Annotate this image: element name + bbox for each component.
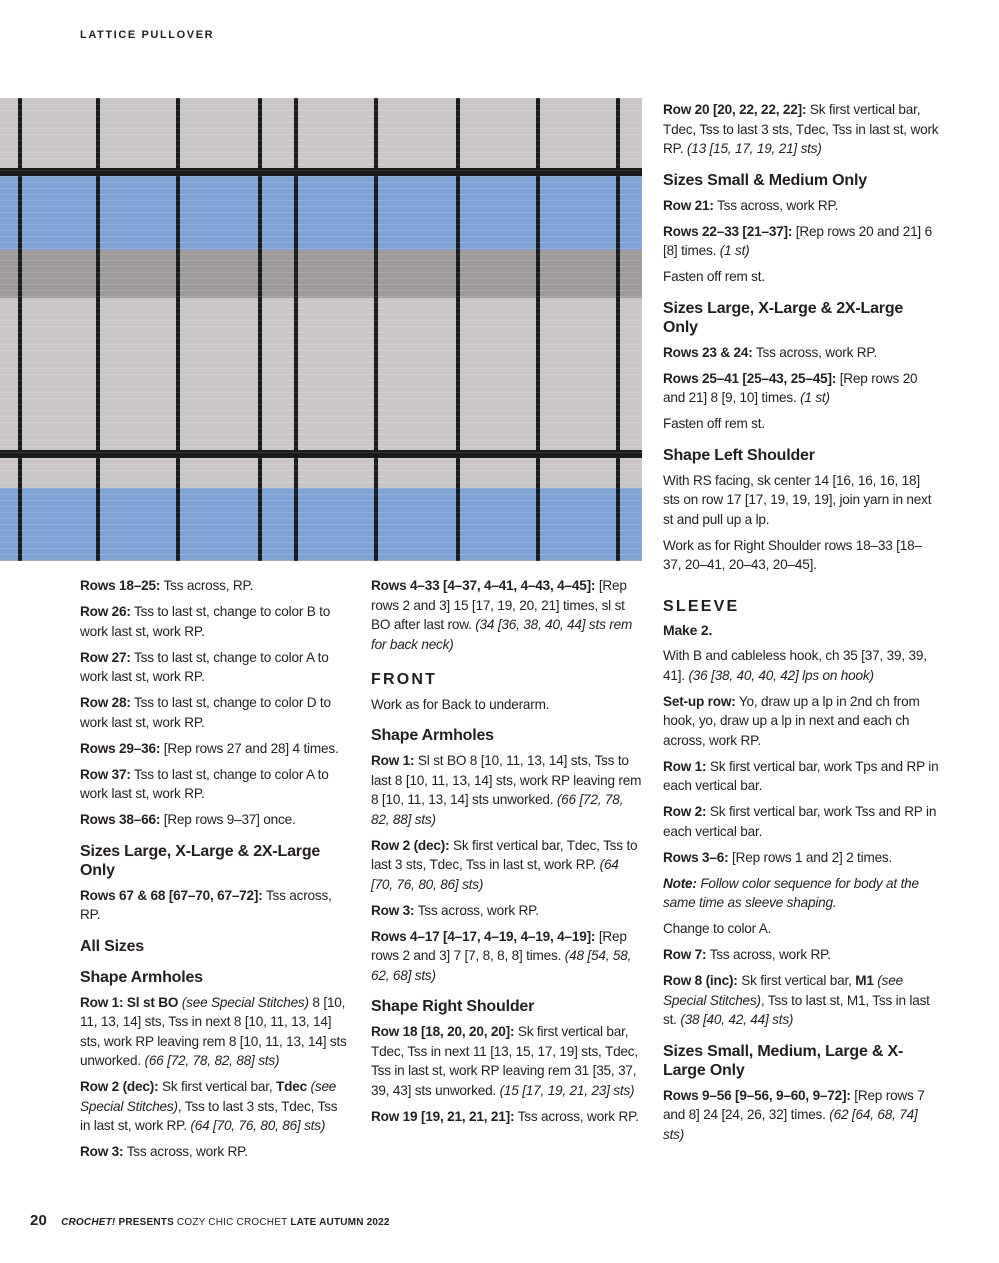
paragraph: With B and cableless hook, ch 35 [37, 39, 39, 41]. (36 [38, 40, 40, 42] lps on hook) bbox=[663, 648, 927, 683]
swatch-texture bbox=[0, 290, 642, 291]
swatch-texture bbox=[0, 260, 642, 261]
paragraph: Row 20 [20, 22, 22, 22]: Sk first vertical bar, Tdec, Tss to last 3 sts, Tdec, Tss in last st, work RP. (13 [15, 17, 19, 21] sts) bbox=[663, 102, 939, 156]
paragraph: Note: Follow color sequence for body at the same time as sleeve shaping. bbox=[663, 875, 919, 910]
swatch-texture bbox=[0, 392, 642, 393]
series-name: COZY CHIC CROCHET bbox=[173, 1217, 288, 1228]
swatch-texture bbox=[0, 500, 642, 501]
swatch-texture bbox=[0, 482, 642, 483]
section-heading: Sizes Large, X-Large & 2X-Large Only bbox=[80, 842, 321, 879]
swatch-texture bbox=[0, 398, 642, 399]
swatch-texture bbox=[0, 344, 642, 345]
paragraph: Row 21: Tss across, work RP. bbox=[663, 197, 839, 213]
paragraph: Row 2 (dec): Sk first vertical bar, Tdec (see Special Stitches), Tss to last 3 sts, Tdec, Tss in last st, work RP. (64 [70, 76, 80, 86] sts) bbox=[80, 1079, 338, 1133]
swatch-texture bbox=[0, 314, 642, 315]
swatch-vertical-line bbox=[616, 98, 620, 561]
paragraph: Row 8 (inc): Sk first vertical bar, M1 (see Special Stitches), Tss to last st, M1, Tss in last st. (38 [40, 42, 44] sts) bbox=[663, 973, 930, 1027]
swatch-texture bbox=[0, 230, 642, 231]
swatch-texture bbox=[0, 134, 642, 135]
swatch-texture bbox=[0, 236, 642, 237]
presents-label: PRESENTS bbox=[115, 1217, 174, 1228]
swatch-vertical-line bbox=[96, 98, 100, 561]
swatch-texture bbox=[0, 470, 642, 471]
swatch-texture bbox=[0, 104, 642, 105]
paragraph: Rows 9–56 [9–56, 9–60, 9–72]: [Rep rows 7 and 8] 24 [24, 26, 32] times. (62 [64, 68, 74] sts) bbox=[663, 1087, 925, 1142]
swatch-vertical-line bbox=[18, 98, 22, 561]
paragraph: Row 3: Tss across, work RP. bbox=[371, 902, 539, 918]
swatch-texture bbox=[0, 518, 642, 519]
paragraph: Rows 29–36: [Rep rows 27 and 28] 4 times. bbox=[80, 740, 339, 756]
swatch-texture bbox=[0, 416, 642, 417]
swatch-texture bbox=[0, 440, 642, 441]
swatch-texture bbox=[0, 332, 642, 333]
swatch-texture bbox=[0, 380, 642, 381]
text-column-3 bbox=[663, 100, 939, 1151]
swatch-texture bbox=[0, 560, 642, 561]
swatch-texture bbox=[0, 530, 642, 531]
section-heading: Shape Right Shoulder bbox=[371, 998, 535, 1015]
swatch-texture bbox=[0, 194, 642, 195]
swatch-texture bbox=[0, 98, 642, 99]
swatch-texture bbox=[0, 434, 642, 435]
swatch-vertical-line bbox=[536, 98, 540, 561]
paragraph: Row 28: Tss to last st, change to color D to work last st, work RP. bbox=[80, 695, 331, 730]
section-heading: All Sizes bbox=[80, 937, 145, 955]
swatch-texture bbox=[0, 536, 642, 537]
paragraph: Row 37: Tss to last st, change to color A to work last st, work RP. bbox=[80, 766, 329, 801]
section-title-front: FRONT bbox=[371, 671, 438, 688]
section-heading: Sizes Large, X-Large & 2X-Large Only bbox=[663, 299, 904, 336]
swatch-texture bbox=[0, 110, 642, 111]
section-heading: Shape Armholes bbox=[80, 968, 203, 986]
swatch-texture bbox=[0, 488, 642, 489]
swatch-texture bbox=[0, 338, 642, 339]
page-number: 20 bbox=[30, 1212, 48, 1229]
swatch-texture bbox=[0, 494, 642, 495]
swatch-texture bbox=[0, 140, 642, 141]
paragraph: Row 7: Tss across, work RP. bbox=[663, 947, 831, 962]
swatch-texture bbox=[0, 458, 642, 459]
swatch-texture bbox=[0, 548, 642, 549]
swatch-texture bbox=[0, 428, 642, 429]
swatch-texture bbox=[0, 170, 642, 171]
section-heading: Shape Armholes bbox=[371, 727, 494, 744]
paragraph: Fasten off rem st. bbox=[663, 269, 765, 284]
make-two-heading: Make 2. bbox=[663, 622, 713, 638]
swatch-texture bbox=[0, 302, 642, 303]
swatch-vertical-line bbox=[374, 98, 378, 561]
swatch-texture bbox=[0, 128, 642, 129]
swatch-texture bbox=[0, 224, 642, 225]
swatch-texture bbox=[0, 386, 642, 387]
paragraph: Work as for Right Shoulder rows 18–33 [18–37, 20–41, 20–43, 20–45]. bbox=[663, 537, 922, 572]
swatch-texture bbox=[0, 152, 642, 153]
swatch-vertical-line bbox=[294, 98, 298, 561]
paragraph: Row 2: Sk first vertical bar, work Tss and RP in each vertical bar. bbox=[663, 804, 937, 839]
swatch-texture bbox=[0, 542, 642, 543]
swatch-texture bbox=[0, 296, 642, 297]
paragraph: Row 19 [19, 21, 21, 21]: Tss across, work RP. bbox=[371, 1108, 639, 1124]
swatch-texture bbox=[0, 554, 642, 555]
swatch-texture bbox=[0, 356, 642, 357]
paragraph: Rows 18–25: Tss across, RP. bbox=[80, 578, 254, 593]
swatch-texture bbox=[0, 182, 642, 183]
swatch-texture bbox=[0, 164, 642, 165]
section-heading: Sizes Small, Medium, Large & X-Large Only bbox=[663, 1042, 904, 1079]
paragraph: Rows 67 & 68 [67–70, 67–72]: Tss across, RP. bbox=[80, 887, 332, 922]
swatch-texture bbox=[0, 410, 642, 411]
swatch-texture bbox=[0, 146, 642, 147]
paragraph: Row 2 (dec): Sk first vertical bar, Tdec, Tss to last 3 sts, Tdec, Tss in last st, work RP. (64 [70, 76, 80, 86] sts) bbox=[371, 837, 638, 892]
paragraph: Row 1: Sl st BO (see Special Stitches) 8 [10, 11, 13, 14] sts, Tss in next 8 [10, 11, 13, 14] sts, work RP leaving rem 8 [10, 11, 13, 14] sts unworked. (66 [72, 78, 82, 88] sts) bbox=[80, 994, 347, 1068]
page-footer bbox=[30, 1212, 390, 1229]
swatch-texture bbox=[0, 212, 642, 213]
swatch-texture bbox=[0, 176, 642, 177]
swatch-texture bbox=[0, 506, 642, 507]
paragraph: Row 18 [18, 20, 20, 20]: Sk first vertical bar, Tdec, Tss in next 11 [13, 15, 17, 19] sts, Tdec, Tss in last st, work RP leaving rem 31 [35, 37, 39, 43] sts unworked. (15 [17, 19, 21, 23] sts) bbox=[371, 1024, 638, 1098]
swatch-texture bbox=[0, 404, 642, 405]
swatch-vertical-line bbox=[258, 98, 262, 561]
section-heading: Sizes Small & Medium Only bbox=[663, 171, 867, 189]
swatch-texture bbox=[0, 200, 642, 201]
paragraph: With RS facing, sk center 14 [16, 16, 16, 18] sts on row 17 [17, 19, 19, 19], join yarn in next st and pull up a lp. bbox=[663, 472, 932, 527]
swatch-texture bbox=[0, 188, 642, 189]
text-column-2 bbox=[371, 576, 643, 1133]
paragraph: Rows 4–17 [4–17, 4–19, 4–19, 4–19]: [Rep rows 2 and 3] 7 [7, 8, 8, 8] times. (48 [54, 58, 62, 68] sts) bbox=[371, 928, 632, 983]
swatch-vertical-line bbox=[456, 98, 460, 561]
paragraph: Row 26: Tss to last st, change to color B to work last st, work RP. bbox=[80, 604, 331, 639]
magazine-name: CROCHET! bbox=[61, 1217, 116, 1228]
paragraph: Row 3: Tss across, work RP. bbox=[80, 1144, 248, 1159]
paragraph: Rows 3–6: [Rep rows 1 and 2] 2 times. bbox=[663, 849, 893, 865]
swatch-texture bbox=[0, 116, 642, 117]
swatch-texture bbox=[0, 368, 642, 369]
issue-label: LATE AUTUMN 2022 bbox=[287, 1217, 390, 1228]
paragraph: Rows 4–33 [4–37, 4–41, 4–43, 4–45]: [Rep rows 2 and 3] 15 [17, 19, 20, 21] times, sl st BO after last row. (34 [36, 38, 40, 44] sts rem for back neck) bbox=[371, 578, 633, 652]
swatch-texture bbox=[0, 476, 642, 477]
paragraph: Rows 38–66: [Rep rows 9–37] once. bbox=[80, 812, 296, 827]
swatch-texture bbox=[0, 422, 642, 423]
text-column-1 bbox=[80, 576, 350, 1168]
swatch-texture bbox=[0, 362, 642, 363]
swatch-texture bbox=[0, 326, 642, 327]
swatch-texture bbox=[0, 254, 642, 255]
swatch-texture bbox=[0, 284, 642, 285]
swatch-texture bbox=[0, 272, 642, 273]
swatch-texture bbox=[0, 350, 642, 351]
swatch-texture bbox=[0, 278, 642, 279]
swatch-texture bbox=[0, 242, 642, 243]
swatch-texture bbox=[0, 266, 642, 267]
swatch-vertical-line bbox=[176, 98, 180, 561]
paragraph: Row 1: Sk first vertical bar, work Tps and RP in each vertical bar. bbox=[663, 758, 939, 793]
swatch-texture bbox=[0, 248, 642, 249]
swatch-texture bbox=[0, 374, 642, 375]
swatch-texture bbox=[0, 158, 642, 159]
section-heading: Shape Left Shoulder bbox=[663, 446, 815, 464]
paragraph: Change to color A. bbox=[663, 921, 772, 936]
swatch-texture bbox=[0, 122, 642, 123]
paragraph: Rows 23 & 24: Tss across, work RP. bbox=[663, 344, 878, 360]
swatch-texture bbox=[0, 452, 642, 453]
running-header: LATTICE PULLOVER bbox=[80, 29, 215, 41]
swatch-texture bbox=[0, 206, 642, 207]
paragraph: Rows 25–41 [25–43, 25–45]: [Rep rows 20 and 21] 8 [9, 10] times. (1 st) bbox=[663, 370, 918, 405]
paragraph: Fasten off rem st. bbox=[663, 416, 765, 431]
paragraph: Set-up row: Yo, draw up a lp in 2nd ch from hook, yo, draw up a lp in next and each ch across, work RP. bbox=[663, 693, 920, 748]
swatch-texture bbox=[0, 446, 642, 447]
section-title-sleeve: SLEEVE bbox=[663, 597, 740, 615]
swatch-texture bbox=[0, 218, 642, 219]
swatch-texture bbox=[0, 512, 642, 513]
paragraph: Row 1: Sl st BO 8 [10, 11, 13, 14] sts, Tss to last 8 [10, 11, 13, 14] sts, work RP leaving rem 8 [10, 11, 13, 14] sts unworked. (66 [72, 78, 82, 88] sts) bbox=[371, 753, 642, 827]
swatch-texture bbox=[0, 308, 642, 309]
swatch-graphic bbox=[0, 98, 642, 561]
swatch-texture bbox=[0, 464, 642, 465]
knitted-swatch-photo bbox=[0, 98, 642, 561]
paragraph: Rows 22–33 [21–37]: [Rep rows 20 and 21] 6 [8] times. (1 st) bbox=[663, 223, 932, 258]
swatch-texture bbox=[0, 524, 642, 525]
swatch-texture bbox=[0, 320, 642, 321]
paragraph: Work as for Back to underarm. bbox=[371, 696, 550, 712]
paragraph: Row 27: Tss to last st, change to color A to work last st, work RP. bbox=[80, 649, 329, 684]
